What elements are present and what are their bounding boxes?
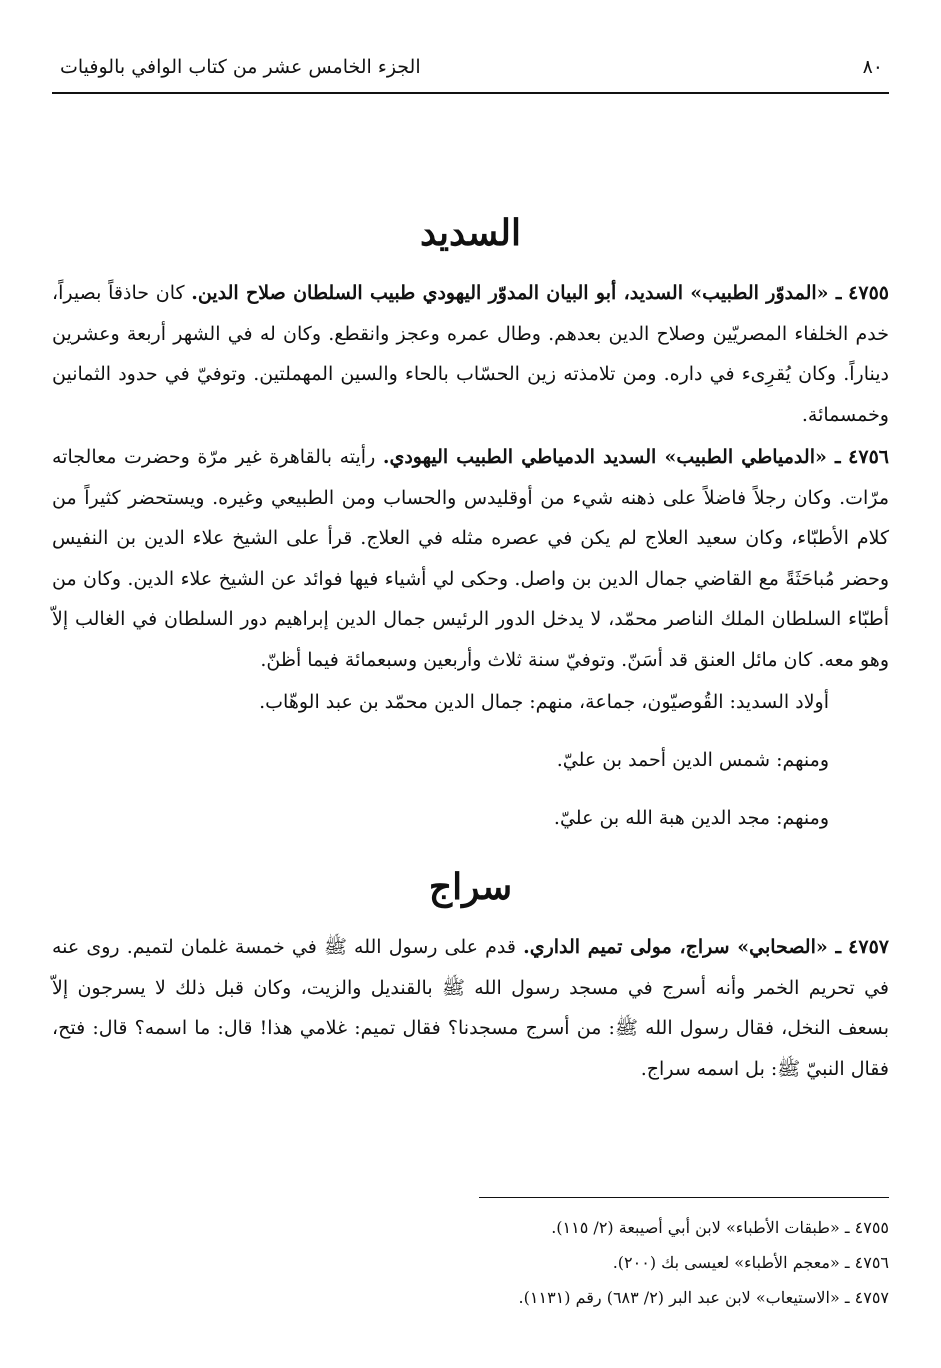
entry-4755: ٤٧٥٥ ـ «المدوّر الطبيب» السديد، أبو البيان المدوّر اليهودي طبيب السلطان صلاح الدين. كان حاذقاً بصيراً، خدم الخلفاء المصريّين وصلاح الدين بعدهم. وطال عمره وعجز وانقطع. وكان له في الشهر أربعة وعشرين ديناراً. وكان يُقرِىء في داره. ومن تلامذته زين الحسّاب بالحاء والسين المهملتين. وتوفيّ في حدود الثمانين وخمسمائة. <box>52 282 889 426</box>
footnote: ٤٧٥٦ ـ «معجم الأطباء» لعيسى بك (٢٠٠). <box>612 1253 889 1272</box>
running-title: الجزء الخامس عشر من كتاب الوافي بالوفيات <box>60 56 421 78</box>
running-header <box>52 52 889 94</box>
entry-4756: ٤٧٥٦ ـ «الدمياطي الطبيب» السديد الدمياطي الطبيب اليهودي. رأيته بالقاهرة غير مرّة وحضرت معالجاته مرّات. وكان رجلاً فاضلاً على ذهنه شيء من أوقليدس والحساب ومن الطبيعي وغيره. ويستحضر كثيراً من كلام الأطبّاء، وكان سعيد العلاج لم يكن في عصره مثله في العلاج. قرأ على الشيخ علاء الدين بن النفيس وحضر مُباحَثَةً مع القاضي جمال الدين بن واصل. وحكى لي أشياء فيها فوائد عن الشيخ علاء الدين. وكان من أطبّاء السلطان الملك الناصر محمّد، لا يدخل الدور الرئيس جمال الدين إبراهيم دور السلطان في الغالب إلاّ وهو معه. كان مائل العنق قد أسَنّ. وتوفيّ سنة ثلاث وأربعين وسبعمائة فيما أظنّ. <box>52 446 889 671</box>
entry-text: قدم على رسول الله ﷺ في خمسة غلمان لتميم. روى عنه في تحريم الخمر وأنه أسرج في مسجد رسول الله ﷺ بالقنديل والزيت، وكان قبل ذلك لا يسرجون إلاّ بسعف النخل، فقال رسول الله ﷺ: من أسرج مسجدنا؟ فقال تميم: غلامي هذا! قال: ما اسمه؟ قال: فتح، فقال النبيّ ﷺ: بل اسمه سراج. <box>52 936 889 1080</box>
entry-head: «المدوّر الطبيب» السديد، أبو البيان المدوّر اليهودي طبيب السلطان صلاح الدين. <box>191 282 829 305</box>
entry-head: «الصحابي» سراج، مولى تميم الداري. <box>523 936 828 959</box>
entry-number: ٤٧٥٦ <box>848 446 889 469</box>
section-heading-siraj: سراج <box>428 866 513 909</box>
offspring-line: أولاد السديد: القُوصيّون، جماعة، منهم: جمال الدين محمّد بن عبد الوهّاب. <box>259 691 829 714</box>
entry-text: كان حاذقاً بصيراً، خدم الخلفاء المصريّين وصلاح الدين بعدهم. وطال عمره وعجز وانقطع. وكان له في الشهر أربعة وعشرين ديناراً. وكان يُقرِىء في داره. ومن تلامذته زين الحسّاب بالحاء والسين المهملتين. وتوفيّ في حدود الثمانين وخمسمائة. <box>52 282 889 426</box>
footnotes <box>479 1197 889 1315</box>
entry-head: «الدمياطي الطبيب» السديد الدمياطي الطبيب اليهودي. <box>382 446 827 469</box>
offspring-line: ومنهم: شمس الدين أحمد بن عليّ. <box>556 749 829 772</box>
entry-number: ٤٧٥٥ <box>848 282 889 305</box>
section-heading-sadid: السديد <box>420 212 521 254</box>
footnote: ٤٧٥٥ ـ «طبقات الأطباء» لابن أبي أصيبعة (٢/ ١١٥). <box>551 1218 889 1237</box>
entry-text: رأيته بالقاهرة غير مرّة وحضرت معالجاته مرّات. وكان رجلاً فاضلاً على ذهنه شيء من أوقليدس والحساب ومن الطبيعي وغيره. ويستحضر كثيراً من كلام الأطبّاء، وكان سعيد العلاج لم يكن في عصره مثله في العلاج. قرأ على الشيخ علاء الدين بن النفيس وحضر مُباحَثَةً مع القاضي جمال الدين بن واصل. وحكى لي أشياء فيها فوائد عن الشيخ علاء الدين. وكان من أطبّاء السلطان الملك الناصر محمّد، لا يدخل الدور الرئيس جمال الدين إبراهيم دور السلطان في الغالب إلاّ وهو معه. كان مائل العنق قد أسَنّ. وتوفيّ سنة ثلاث وأربعين وسبعمائة فيما أظنّ. <box>52 446 889 671</box>
page-body <box>52 200 889 1091</box>
footnote: ٤٧٥٧ ـ «الاستيعاب» لابن عبد البر (٢/ ٦٨٣) رقم (١١٣١). <box>518 1288 889 1307</box>
offspring-line: ومنهم: مجد الدين هبة الله بن عليّ. <box>553 807 829 830</box>
entry-4757: ٤٧٥٧ ـ «الصحابي» سراج، مولى تميم الداري. قدم على رسول الله ﷺ في خمسة غلمان لتميم. روى عنه في تحريم الخمر وأنه أسرج في مسجد رسول الله ﷺ بالقنديل والزيت، وكان قبل ذلك لا يسرجون إلاّ بسعف النخل، فقال رسول الله ﷺ: من أسرج مسجدنا؟ فقال تميم: غلامي هذا! قال: ما اسمه؟ قال: فتح، فقال النبيّ ﷺ: بل اسمه سراج. <box>52 936 889 1080</box>
entry-number: ٤٧٥٧ <box>848 936 889 959</box>
page-number: ٨٠ <box>862 56 883 78</box>
